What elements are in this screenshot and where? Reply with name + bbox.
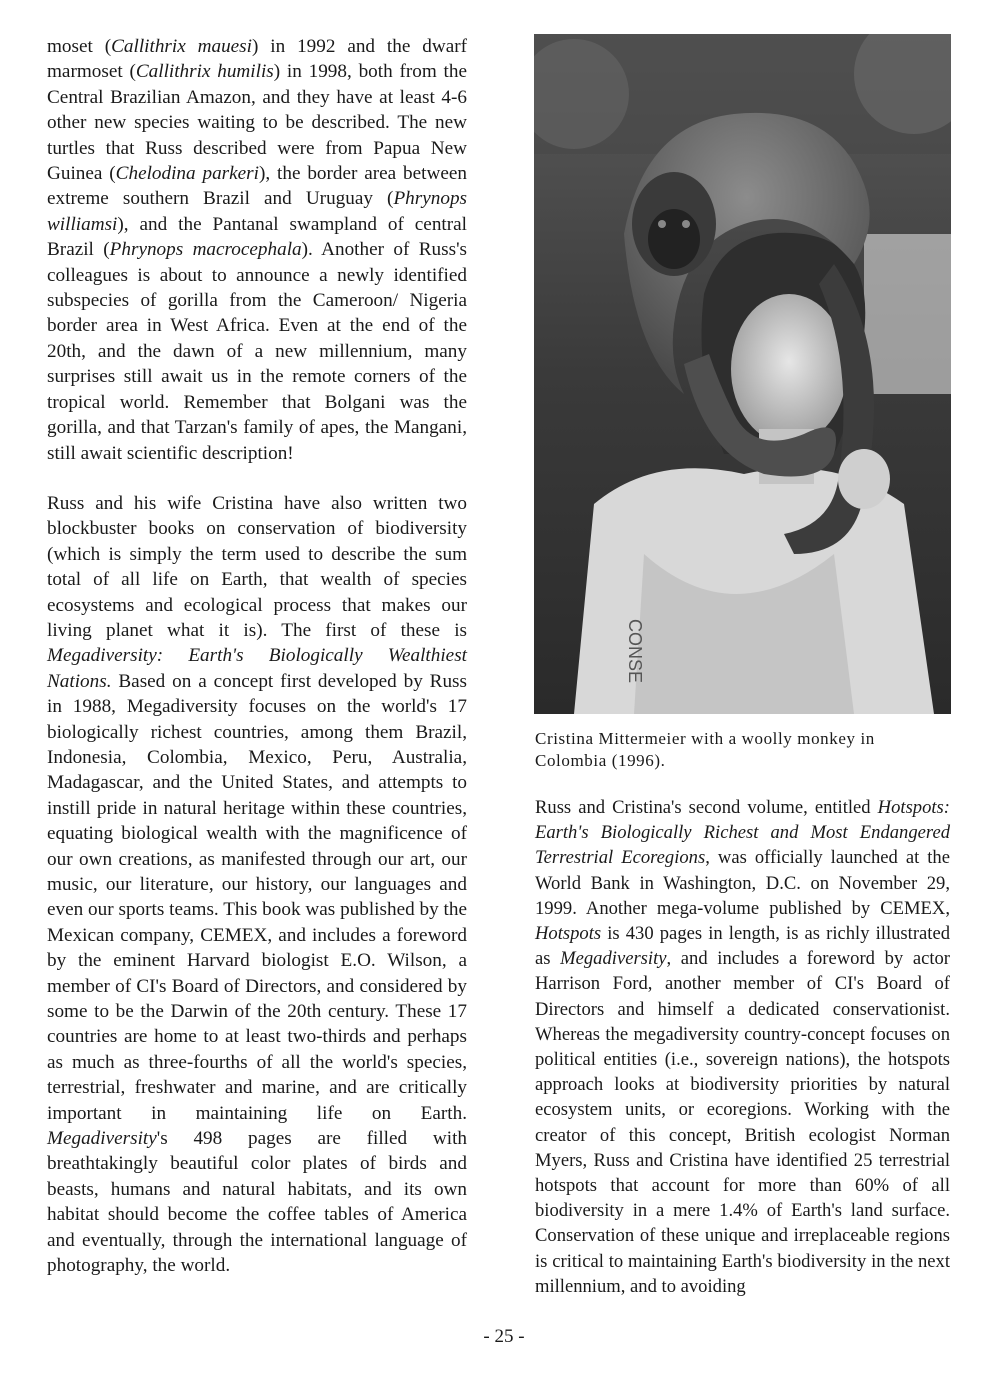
photo-woman-with-woolly-monkey-icon: [534, 34, 951, 714]
italic-text-run: Megadiversity: [47, 1128, 157, 1150]
italic-text-run: Chelodina parkeri: [115, 163, 259, 185]
text-run: Russ and his wife Cristina have also written two blockbuster books on conservation of biodiversity (which is simply the term used to describe the sum total of all life on Earth, that wealth of species ecosystems and ecological process that makes our living planet what it is). The first of these is: [47, 492, 467, 641]
text-run: ), and the Pantanal swampland of central Brazil (: [47, 213, 467, 261]
italic-text-run: Hotspots: [535, 923, 602, 945]
right-column: [535, 34, 950, 1299]
text-run: 's 498 pages are filled with breathtakingly beautiful color plates of birds and beasts, humans and natural habitats, and its own habitat should become the coffee tables of America and eventually, through the international language of photography, the world.: [47, 1128, 467, 1277]
left-paragraph-2: [47, 491, 467, 1279]
text-run: ). Another of Russ's colleagues is about to announce a newly identified subspecies of gorilla from the Cameroon/ Nigeria border area in West Africa. Even at the end of the 20th, and the dawn of a new millennium, many surprises still await us in the remote corners of the tropical world. Remember that Bolgani was the gorilla, and that Tarzan's family of apes, the Mangani, still await scientific description!: [47, 239, 467, 464]
italic-text-run: Callithrix humilis: [135, 61, 274, 83]
right-paragraph-1: [535, 795, 950, 1299]
italic-text-run: Hotspots: Earth's Biologically Richest and Most Endangered Terrestrial Ecoregions: [535, 797, 950, 869]
left-paragraph-1: [47, 34, 467, 466]
page-number: - 25 -: [483, 1326, 525, 1347]
photo-caption: Cristina Mittermeier with a woolly monkey in Colombia (1996).: [535, 729, 875, 770]
text-run: , and includes a foreword by actor Harrison Ford, another member of CI's Board of Directors and himself a dedicated conservationist. Whereas the megadiversity country-concept focuses on political entities (i.e., sovereign nations), the hotspots approach looks at biodiversity priorities by natural ecosystem units, or ecoregions. Working with the creator of this concept, British ecologist Norman Myers, Russ and Cristina have identified 25 terrestrial hotspots that account for more than 60% of all biodiversity in a mere 1.4% of Earth's land surface. Conservation of these unique and irreplaceable regions is critical to maintaining Earth's biodiversity in the next millennium, and to avoiding: [535, 948, 950, 1297]
text-run: ) in 1992 and the dwarf marmoset (: [47, 36, 467, 83]
text-run: Based on a concept first developed by Russ in 1988, Megadiversity focuses on the world's 17 biologically richest countries, among them Brazil, Indonesia, Colombia, Mexico, Peru, Australia, Madagascar, and the United States, and attempts to instill pride in natural heritage within these countries, equating biological wealth with the magnificence of our own creations, as manifested through our art, our music, our literature, our history, our languages and even our sports teams. This book was published by the Mexican company, CEMEX, and includes a foreword by the eminent Harvard biologist E.O. Wilson, a member of CI's Board of Directors, and considered by some to be the Darwin of the 20th century. These 17 countries are home to at least two-thirds and perhaps as much as three-fourths of all the world's species, terrestrial, freshwater and marine, and are critically important in maintaining life on Earth.: [47, 670, 467, 1124]
text-run: ) in 1998, both from the Central Brazilian Amazon, and they have at least 4-6 other new species waiting to be described. The new turtles that Russ described were from Papua New Guinea (: [47, 61, 467, 185]
italic-text-run: Phrynops williamsi: [47, 188, 467, 235]
italic-text-run: Megadiversity: Earth's Biologically Wealthiest Nations.: [47, 645, 467, 692]
italic-text-run: Callithrix mauesi: [111, 36, 252, 57]
text-run: ), the border area between extreme southern Brazil and Uruguay (: [47, 163, 467, 210]
text-run: is 430 pages in length, is as richly illustrated as: [535, 923, 950, 970]
text-run: moset (: [47, 36, 112, 57]
italic-text-run: Megadiversity: [560, 948, 667, 970]
svg-text:CONSE: CONSE: [625, 619, 645, 684]
text-run: Russ and Cristina's second volume, entitled: [535, 797, 878, 818]
italic-text-run: Phrynops macrocephala: [109, 239, 302, 261]
left-column: [47, 34, 467, 1279]
text-run: , was officially launched at the World Bank in Washington, D.C. on November 29, 1999. Another mega-volume published by CEMEX,: [535, 847, 950, 919]
